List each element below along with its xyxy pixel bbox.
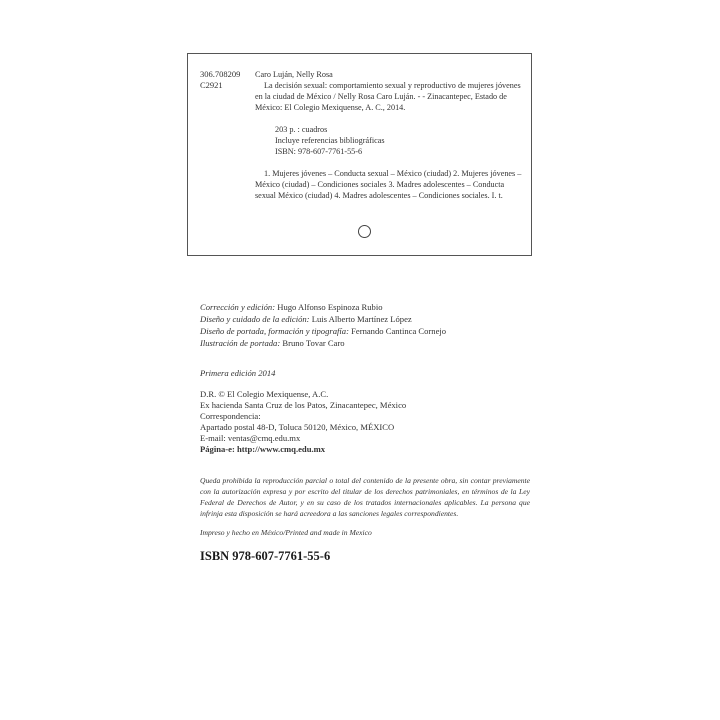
email-line: E-mail: ventas@cmq.edu.mx bbox=[200, 433, 301, 443]
catalog-collation bbox=[275, 124, 527, 157]
credit-name: Fernando Cantinca Cornejo bbox=[351, 326, 447, 336]
printed-in: Impreso y hecho en México/Printed and made in Mexico bbox=[200, 528, 372, 537]
call-number-line: C2921 bbox=[200, 80, 223, 90]
catalog-card bbox=[187, 53, 532, 256]
credit-line bbox=[200, 325, 446, 337]
catalog-author: Caro Luján, Nelly Rosa bbox=[255, 70, 333, 79]
collation-line: Incluye referencias bibliográficas bbox=[275, 136, 385, 145]
credit-role: Ilustración de portada: bbox=[200, 338, 281, 348]
card-hole-circle bbox=[358, 225, 371, 238]
legal-notice: Queda prohibida la reproducción parcial o total del contenido de la presente obra, sin contar previamente con la autorización expresa y por escrito del titular de los derechos patrimoniales, en términos de la Ley Federal de Derechos de Autor, y en su caso de los tratados internacionales aplicables. La persona que infrinja esta disposición se hará acreedora a las sanciones legales correspondientes. bbox=[200, 476, 530, 518]
call-number bbox=[200, 69, 240, 91]
postal-line: Apartado postal 48-D, Toluca 50120, México, MÉXICO bbox=[200, 422, 395, 432]
address-line: Ex hacienda Santa Cruz de los Patos, Zinacantepec, México bbox=[200, 400, 407, 410]
credit-line bbox=[200, 313, 446, 325]
credit-name: Hugo Alfonso Espinoza Rubio bbox=[277, 302, 383, 312]
catalog-description: La decisión sexual: comportamiento sexual y reproductivo de mujeres jóvenes en la ciudad de México / Nelly Rosa Caro Luján. - - Zinacantepec, Estado de México: El Colegio Mexiquense, A. C., 2014. bbox=[255, 81, 521, 112]
credit-line bbox=[200, 301, 446, 313]
credit-role: Diseño de portada, formación y tipografía: bbox=[200, 326, 349, 336]
credits bbox=[200, 301, 446, 349]
call-number-line: 306.708209 bbox=[200, 69, 241, 79]
isbn: ISBN 978-607-7761-55-6 bbox=[200, 549, 331, 563]
credit-line bbox=[200, 337, 446, 349]
credit-name: Luis Alberto Martínez López bbox=[311, 314, 412, 324]
credit-name: Bruno Tovar Caro bbox=[282, 338, 345, 348]
publisher-info bbox=[200, 389, 406, 455]
correspondence-label: Correspondencia: bbox=[200, 411, 261, 421]
copyright-line: D.R. © El Colegio Mexiquense, A.C. bbox=[200, 389, 329, 399]
catalog-subjects: 1. Mujeres jóvenes – Conducta sexual – México (ciudad) 2. Mujeres jóvenes – México (ciudad) – Condiciones sociales 3. Madres adolescentes – Conducta sexual México (ciudad) 4. Madres adolescentes – Condiciones sociales. I. t. bbox=[255, 169, 522, 200]
collation-line: ISBN: 978-607-7761-55-6 bbox=[275, 147, 363, 156]
credit-role: Diseño y cuidado de la edición: bbox=[200, 314, 310, 324]
credit-role: Corrección y edición: bbox=[200, 302, 276, 312]
collation-line: 203 p. : cuadros bbox=[275, 125, 328, 134]
catalog-entry bbox=[255, 69, 527, 201]
edition: Primera edición 2014 bbox=[200, 368, 276, 378]
website-line: Página-e: http://www.cmq.edu.mx bbox=[200, 444, 326, 454]
